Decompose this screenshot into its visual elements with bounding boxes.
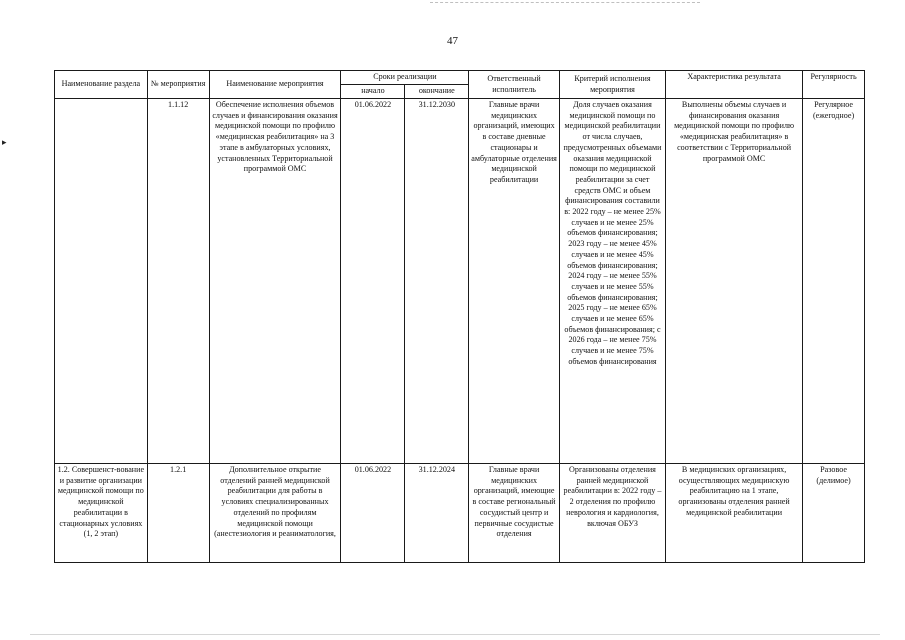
header-period: Сроки реализации	[341, 71, 469, 85]
header-end: окончание	[405, 85, 469, 99]
header-section: Наименование раздела	[55, 71, 148, 99]
cell-result: В медицинских организациях, осуществляющих медицинскую реабилитацию на 1 этапе, организованы отделения ранней медицинской реабилитации	[666, 464, 803, 563]
cell-end: 31.12.2024	[405, 464, 469, 563]
activities-table	[54, 70, 865, 563]
cell-activity: Обеспечение исполнения объемов случаев и финансирования оказания медицинской помощи по профилю «медицинская реабилитация» на 3 этапе в амбулаторных условиях, установленных Территориальной программой ОМС	[209, 99, 341, 464]
header-number: № мероприятия	[147, 71, 209, 99]
cell-start: 01.06.2022	[341, 99, 405, 464]
margin-mark: ▸	[2, 137, 7, 147]
page-number: 47	[447, 35, 458, 47]
cell-start: 01.06.2022	[341, 464, 405, 563]
cell-activity: Дополнительное открытие отделений ранней медицинской реабилитации для работы в условиях специализированных отделений по профилям медицинской помощи (анестезиология и реаниматология,	[209, 464, 341, 563]
cell-responsible: Главные врачи медицинских организаций, имеющие в составе региональный сосудистый центр и первичные сосудистые отделения	[469, 464, 560, 563]
scan-artifact-top	[430, 2, 700, 5]
table-row	[55, 464, 865, 563]
cell-number: 1.1.12	[147, 99, 209, 464]
table-header-row	[55, 71, 865, 85]
cell-section: 1.2. Совершенст-вование и развитие организации медицинской помощи по медицинской реабилитации в стационарных условиях (1, 2 этап)	[55, 464, 148, 563]
scan-artifact-bottom	[30, 634, 880, 636]
header-criterion: Критерий исполнения мероприятия	[559, 71, 665, 99]
cell-regularity: Разовое (делимое)	[803, 464, 865, 563]
cell-responsible: Главные врачи медицинских организаций, имеющих в составе дневные стационары и амбулаторные отделения медицинской реабилитации	[469, 99, 560, 464]
table-row	[55, 99, 865, 464]
cell-end: 31.12.2030	[405, 99, 469, 464]
header-activity: Наименование мероприятия	[209, 71, 341, 99]
header-start: начало	[341, 85, 405, 99]
cell-result: Выполнены объемы случаев и финансирования оказания медицинской помощи по профилю «медицинская реабилитация» в соответствии с Территориальной программой ОМС	[666, 99, 803, 464]
cell-number: 1.2.1	[147, 464, 209, 563]
cell-criterion: Доля случаев оказания медицинской помощи по медицинской реабилитации от числа случаев, предусмотренных объемами оказания медицинской помощи по медицинской реабилитации за счет средств ОМС и объем финансирования составили в: 2022 году – не менее 25% случаев и не менее 25% объемов финансирования; 2023 году – не менее 45% случаев и не менее 45% объемов финансирования; 2024 году – не менее 55% случаев и не менее 55% объемов финансирования; 2025 году – не менее 65% случаев и не менее 65% объемов финансирования; с 2026 года – не менее 75% случаев и не менее 75% объемов финансирования	[559, 99, 665, 464]
cell-regularity: Регулярное (ежегодное)	[803, 99, 865, 464]
header-regularity: Регулярность	[803, 71, 865, 99]
header-result: Характеристика результата	[666, 71, 803, 99]
header-responsible: Ответственный исполнитель	[469, 71, 560, 99]
cell-criterion: Организованы отделения ранней медицинской реабилитации в: 2022 году – 2 отделения по профилю неврология и кардиология, включая ОБУЗ	[559, 464, 665, 563]
cell-section	[55, 99, 148, 464]
